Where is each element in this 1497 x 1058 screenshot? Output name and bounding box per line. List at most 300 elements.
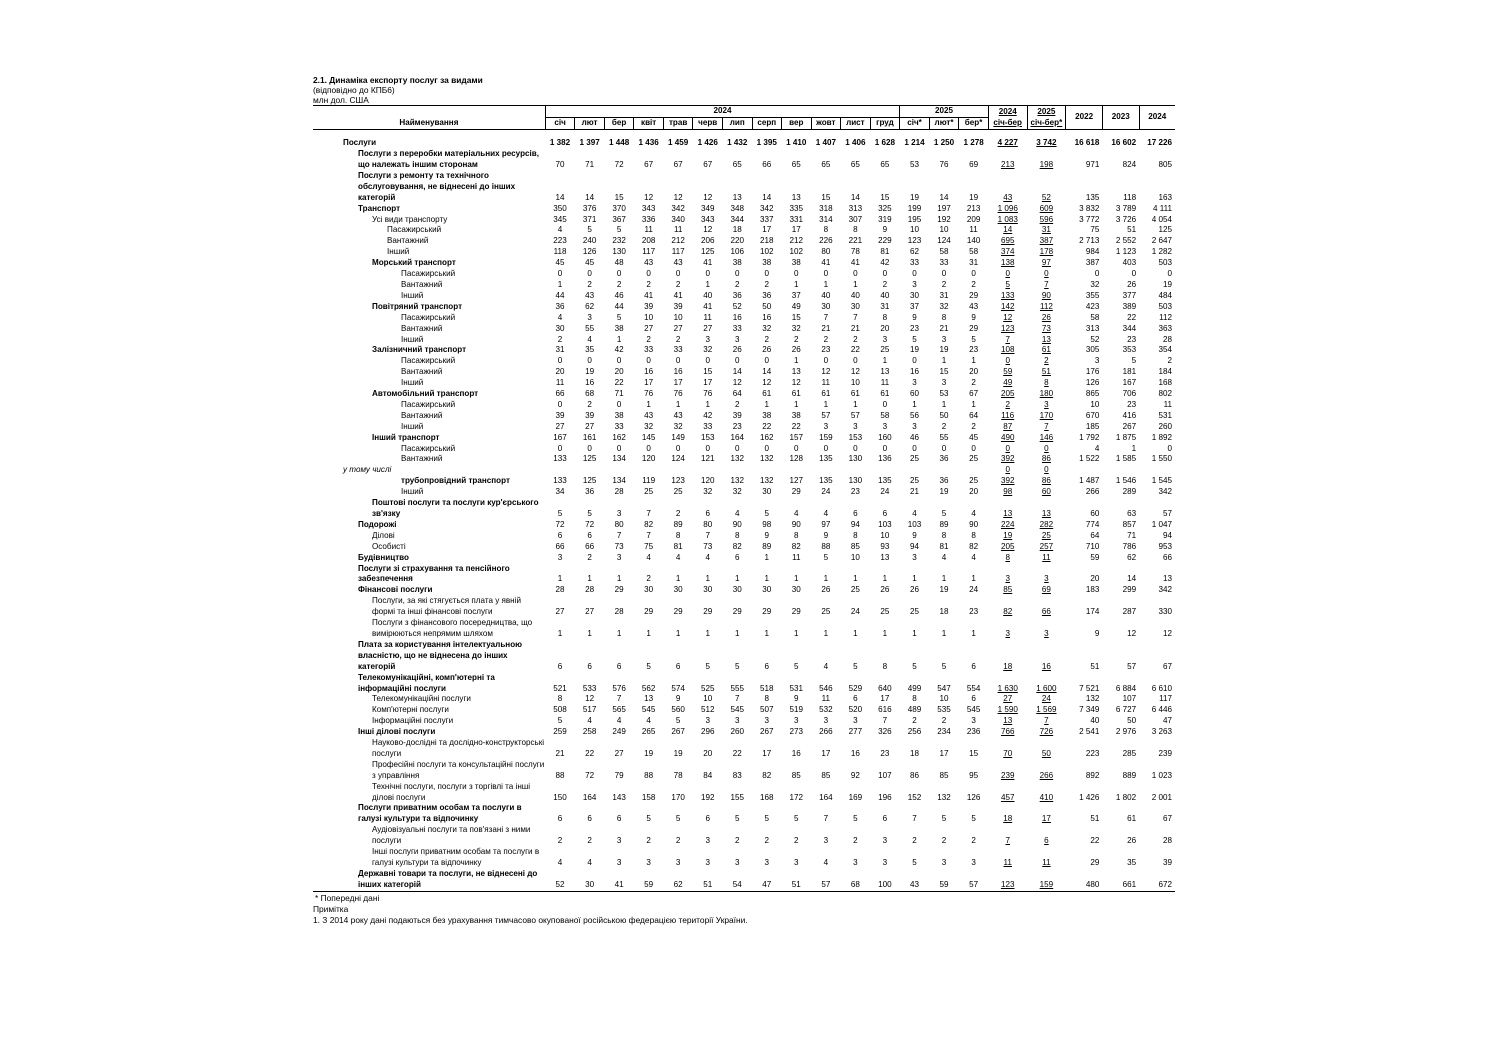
cell-value: 3 — [912, 552, 917, 562]
cell-value: 1 — [646, 399, 651, 409]
cell-value: 132 — [760, 454, 774, 464]
cell-value: 11 — [1163, 399, 1172, 409]
cell-value: 76 — [939, 160, 949, 170]
cell-value: 22 — [850, 345, 860, 355]
cell-value: 22 — [585, 748, 595, 758]
cell-value: 55 — [939, 432, 949, 442]
cell-value: 4 — [646, 552, 651, 562]
cell-value: 89 — [939, 519, 949, 529]
cell-value: 80 — [614, 519, 624, 529]
cell-value: 78 — [673, 770, 683, 780]
cell-value: 73 — [614, 541, 624, 551]
cell-value: 282 — [1039, 519, 1054, 529]
cell-value: 545 — [966, 705, 981, 715]
cell-value — [1139, 465, 1175, 476]
table-row — [313, 585, 1175, 596]
cell-value: 213 — [966, 203, 981, 213]
cell-value — [575, 465, 605, 476]
cell-value: 62 — [585, 301, 595, 311]
cell-value: 118 — [1123, 192, 1137, 202]
cell-value: 533 — [582, 683, 597, 693]
cell-value: 220 — [730, 236, 744, 246]
cell-value: 40 — [850, 290, 860, 300]
row-label: Послуги — [343, 138, 377, 148]
cell-value: 97 — [821, 519, 831, 529]
cell-value: 8 — [557, 694, 563, 704]
month-header-2024-11: груд — [870, 118, 900, 130]
cell-value: 66 — [585, 541, 595, 551]
cell-value: 162 — [760, 432, 774, 442]
cell-value: 1 — [912, 628, 917, 638]
cell-value: 44 — [555, 290, 565, 300]
cell-value: 363 — [1158, 323, 1172, 333]
row-label: Послуги з переробки матеріальних ресурсів, що належать іншим сторонам — [358, 149, 539, 170]
cell-value: 353 — [1122, 345, 1137, 355]
cell-value: 377 — [1122, 290, 1137, 300]
cell-value: 102 — [789, 247, 804, 257]
cell-value: 508 — [553, 705, 567, 715]
cell-value: 0 — [587, 443, 592, 453]
row-label: Телекомунікаційні, комп'ютерні та інформаційні послуги — [358, 672, 495, 693]
cell-value: 5 — [705, 661, 710, 671]
cell-value: 0 — [823, 356, 829, 366]
cell-value: 489 — [907, 705, 922, 715]
cell-value: 0 — [853, 356, 858, 366]
cell-value: 326 — [878, 727, 892, 737]
cell-value: 7 349 — [1079, 705, 1100, 715]
cell-value: 0 — [705, 269, 710, 279]
cell-value: 0 — [971, 269, 976, 279]
cell-value: 370 — [612, 203, 626, 213]
cell-value: 616 — [878, 705, 892, 715]
cell-value: 73 — [703, 541, 713, 551]
cell-value: 30 — [791, 585, 801, 595]
cell-value: 0 — [1094, 269, 1100, 279]
cell-value: 1 802 — [1115, 792, 1137, 802]
cell-value: 112 — [1159, 312, 1172, 322]
table-title: 2.1. Динаміка експорту послуг за видами — [313, 75, 483, 85]
cell-value: 802 — [1158, 389, 1172, 399]
cell-value: 1 — [853, 628, 858, 638]
cell-value: 7 — [646, 509, 651, 519]
cell-value: 205 — [1000, 389, 1015, 399]
cell-value: 3 — [882, 858, 888, 868]
table-row — [313, 564, 1175, 586]
cell-value: 6 — [675, 661, 681, 671]
cell-value: 23 — [969, 345, 979, 355]
cell-value: 169 — [848, 792, 863, 802]
cell-value: 30 — [644, 585, 654, 595]
cell-value: 62 — [1127, 552, 1137, 562]
cell-value: 35 — [585, 345, 595, 355]
cell-value: 423 — [1085, 301, 1100, 311]
cell-value: 4 — [941, 552, 947, 562]
cell-value: 554 — [966, 683, 981, 693]
cell-value: 2 — [764, 334, 770, 344]
cell-value: 26 — [791, 345, 801, 355]
month-header-2024-10: лист — [841, 118, 871, 130]
cell-value: 1 — [882, 356, 888, 366]
cell-value: 7 — [823, 814, 829, 824]
cell-value: 23 — [909, 323, 919, 333]
cell-value: 170 — [1039, 410, 1054, 420]
cell-value: 31 — [969, 258, 979, 268]
cell-value — [722, 465, 752, 476]
cell-value: 23 — [821, 345, 831, 355]
cell-value: 86 — [1041, 454, 1051, 464]
cell-value: 3 — [794, 716, 799, 726]
annual-header-2023: 2023 — [1102, 106, 1139, 130]
cell-value: 33 — [614, 421, 624, 431]
cell-value: 971 — [1085, 160, 1100, 170]
cell-value: 11 — [1042, 552, 1051, 562]
cell-value: 2 — [557, 334, 563, 344]
cell-value: 221 — [848, 236, 863, 246]
table-row — [313, 531, 1175, 542]
cell-value: 9 — [823, 530, 829, 540]
cell-value: 17 — [1041, 814, 1051, 824]
cell-value: 267 — [1122, 421, 1137, 431]
cell-value: 28 — [614, 607, 624, 617]
cell-value: 37 — [909, 301, 919, 311]
cell-value: 90 — [1041, 290, 1051, 300]
cell-value: 4 227 — [997, 138, 1018, 148]
row-label: Повітряний транспорт — [372, 301, 463, 311]
cell-value: 52 — [732, 301, 742, 311]
cell-value: 3 726 — [1115, 214, 1137, 224]
cell-value: 21 — [939, 323, 949, 333]
cell-value: 29 — [1090, 858, 1100, 868]
cell-value: 531 — [1158, 410, 1172, 420]
cell-value: 26 — [732, 345, 742, 355]
cell-value: 27 — [703, 323, 713, 333]
cell-value: 257 — [1039, 541, 1054, 551]
cell-value: 518 — [760, 683, 774, 693]
cell-value: 146 — [1039, 432, 1054, 442]
cell-value: 1 — [823, 628, 829, 638]
cell-value: 9 — [971, 312, 976, 322]
cell-value: 30 — [850, 301, 860, 311]
cell-value: 223 — [553, 236, 567, 246]
row-label: Послуги зі страхування та пенсійного забезпечення — [358, 563, 510, 584]
cell-value: 172 — [789, 792, 804, 802]
cell-value: 23 — [969, 607, 979, 617]
cell-value: 26 — [1041, 312, 1051, 322]
month-header-2024-3: квіт — [634, 118, 664, 130]
cell-value: 661 — [1102, 869, 1139, 891]
cell-value: 296 — [700, 727, 715, 737]
row-label: Пасажирський — [401, 356, 456, 366]
cell-value: 41 — [673, 290, 683, 300]
cell-value: 57 — [1127, 661, 1137, 671]
cell-value: 1 278 — [963, 138, 984, 148]
table-row — [313, 553, 1175, 564]
cell-value: 10 — [1090, 399, 1100, 409]
cell-value — [1102, 465, 1139, 476]
cell-value: 4 — [823, 858, 829, 868]
cell-value: 58 — [880, 410, 890, 420]
cell-value: 7 — [1005, 334, 1010, 344]
cell-value: 517 — [582, 705, 597, 715]
cell-value: 12 — [703, 192, 713, 202]
cell-value: 0 — [587, 269, 592, 279]
cell-value: 57 — [811, 869, 841, 891]
cell-value: 4 — [557, 225, 563, 235]
cell-value: 6 — [616, 814, 622, 824]
cell-value: 2 — [587, 399, 592, 409]
cell-value: 132 — [937, 792, 951, 802]
cell-value: 0 — [1167, 443, 1172, 453]
cell-value: 3 — [1044, 574, 1049, 584]
cell-value: 53 — [939, 389, 949, 399]
cell-value: 0 — [675, 443, 681, 453]
month-header-2024-0: січ — [545, 118, 575, 130]
cell-value: 1 083 — [997, 214, 1018, 224]
cell-value: 125 — [1158, 225, 1172, 235]
cell-value: 484 — [1158, 290, 1172, 300]
cell-value: 5 — [587, 509, 592, 519]
cell-value: 59 — [634, 869, 664, 891]
cell-value: 2 — [675, 334, 681, 344]
row-label: Особисті — [372, 541, 406, 551]
cell-value: 86 — [1041, 476, 1051, 486]
cell-value: 38 — [791, 258, 801, 268]
cell-value: 16 — [732, 312, 742, 322]
cell-value: 1 — [646, 628, 651, 638]
cell-value: 152 — [907, 792, 922, 802]
cell-value: 71 — [614, 389, 624, 399]
cell-value: 47 — [752, 869, 782, 891]
row-label: Інший — [401, 421, 424, 431]
cell-value: 1 — [557, 628, 563, 638]
cell-value: 2 — [941, 716, 947, 726]
cell-value: 4 — [616, 716, 622, 726]
cell-value: 240 — [582, 236, 597, 246]
cell-value: 1 — [705, 628, 710, 638]
cell-value: 4 — [823, 661, 829, 671]
cell-value: 88 — [821, 541, 831, 551]
cell-value: 0 — [705, 356, 710, 366]
row-label: Вантажний — [401, 454, 443, 464]
cell-value: 2 — [675, 509, 681, 519]
cell-value: 0 — [1044, 269, 1049, 279]
cell-value: 313 — [1085, 323, 1100, 333]
cell-value: 36 — [762, 290, 772, 300]
cell-value: 90 — [791, 519, 801, 529]
cell-value: 161 — [582, 432, 597, 442]
cell-value: 51 — [693, 869, 723, 891]
cell-value: 7 — [1005, 836, 1010, 846]
cell-value: 0 — [1131, 269, 1137, 279]
cell-value: 15 — [703, 367, 713, 377]
cell-value: 0 — [616, 269, 622, 279]
table-row — [313, 869, 1175, 891]
cell-value: 345 — [553, 214, 567, 224]
cell-value: 41 — [703, 258, 713, 268]
cell-value: 38 — [762, 410, 772, 420]
cell-value: 4 — [794, 509, 799, 519]
cell-value: 50 — [1127, 716, 1137, 726]
cell-value: 39 — [644, 301, 654, 311]
cell-value: 2 — [557, 836, 563, 846]
cell-value: 1 — [734, 628, 740, 638]
table-row — [313, 454, 1175, 465]
table-row — [313, 236, 1175, 247]
cell-value: 7 — [1044, 279, 1049, 289]
cell-value: 54 — [722, 869, 752, 891]
cell-value: 8 — [823, 225, 829, 235]
cell-value: 32 — [703, 487, 713, 497]
cell-value: 15 — [821, 192, 831, 202]
cell-value: 41 — [703, 301, 713, 311]
cell-value: 69 — [969, 160, 979, 170]
table-row — [313, 367, 1175, 378]
table-row — [313, 411, 1175, 422]
cell-value: 416 — [1122, 410, 1137, 420]
cell-value: 609 — [1039, 203, 1054, 213]
cell-value: 16 — [909, 367, 919, 377]
cell-value: 43 — [585, 290, 595, 300]
cell-value: 23 — [1127, 334, 1137, 344]
cell-value: 3 — [705, 836, 710, 846]
cell-value: 1 432 — [727, 138, 748, 148]
cell-value: 267 — [760, 727, 774, 737]
cell-value: 1 — [941, 356, 947, 366]
cell-value: 7 — [616, 694, 622, 704]
cell-value: 43 — [644, 410, 654, 420]
cell-value: 153 — [848, 432, 863, 442]
cell-value: 212 — [671, 236, 685, 246]
cell-value: 16 — [644, 367, 654, 377]
cell-value: 11 — [1042, 858, 1051, 868]
cell-value: 39 — [732, 410, 742, 420]
cell-value: 1 410 — [786, 138, 807, 148]
cell-value: 1 585 — [1115, 454, 1137, 464]
cell-value: 3 — [764, 716, 770, 726]
table-row — [313, 520, 1175, 531]
cell-value: 3 — [823, 836, 829, 846]
month-header-2024-4: трав — [663, 118, 693, 130]
cell-value: 124 — [671, 454, 685, 464]
cell-value: 1 — [675, 628, 681, 638]
cell-value — [959, 465, 989, 476]
cell-value: 1 590 — [997, 705, 1018, 715]
cell-value: 11 — [880, 378, 890, 388]
cell-value: 124 — [937, 236, 951, 246]
row-label: Інший транспорт — [372, 432, 440, 442]
row-label: Фінансові послуги — [358, 585, 433, 595]
cell-value: 82 — [969, 541, 979, 551]
cell-value: 2 — [675, 836, 681, 846]
cell-value: 2 — [646, 836, 651, 846]
cell-value: 389 — [1122, 301, 1137, 311]
cell-value: 24 — [1041, 694, 1051, 704]
table-row — [313, 760, 1175, 782]
cell-value: 43 — [644, 258, 654, 268]
cell-value: 0 — [912, 269, 917, 279]
cell-value: 1 — [557, 279, 563, 289]
table-row — [313, 335, 1175, 346]
cell-value: 31 — [555, 345, 565, 355]
cell-value: 7 — [1044, 716, 1049, 726]
cell-value: 2 713 — [1079, 236, 1100, 246]
cell-value: 135 — [819, 454, 833, 464]
cell-value: 1 395 — [756, 138, 777, 148]
cell-value — [811, 465, 841, 476]
cell-value: 1 123 — [1115, 247, 1137, 257]
cell-value: 8 — [882, 312, 888, 322]
cell-value: 67 — [1162, 661, 1172, 671]
cell-value: 258 — [582, 727, 597, 737]
cell-value: 12 — [1162, 628, 1172, 638]
cell-value: 0 — [823, 269, 829, 279]
cell-value: 2 — [734, 279, 740, 289]
cell-value: 4 — [587, 334, 592, 344]
row-label: Подорожі — [358, 519, 397, 529]
cell-value: 32 — [791, 323, 801, 333]
note-1: 1. З 2014 року дані подаються без урахування тимчасово окупованої російською федерацією території України. — [313, 914, 748, 925]
cell-value: 70 — [555, 160, 565, 170]
row-label: Поштові послуги та послуги кур'єрського зв'язку — [372, 498, 539, 519]
cell-value: 2 — [1167, 356, 1172, 366]
cell-value: 25 — [969, 454, 979, 464]
cell-value: 520 — [848, 705, 863, 715]
cell-value: 5 — [616, 225, 622, 235]
cell-value: 0 — [557, 356, 563, 366]
cell-value: 33 — [644, 345, 654, 355]
table-row — [313, 313, 1175, 324]
cell-value: 1 — [853, 279, 858, 289]
cell-value: 136 — [878, 454, 892, 464]
cell-value: 5 — [912, 661, 917, 671]
cell-value: 21 — [850, 323, 860, 333]
cell-value: 9 — [764, 530, 770, 540]
cell-value: 8 — [734, 530, 740, 540]
cell-value: 266 — [1085, 487, 1100, 497]
cell-value: 50 — [1041, 748, 1051, 758]
cell-value: 52 — [1041, 192, 1051, 202]
cell-value: 41 — [850, 258, 860, 268]
cell-value: 32 — [703, 345, 713, 355]
cell-value: 499 — [907, 683, 922, 693]
cell-value: 58 — [1090, 312, 1100, 322]
cell-value: 29 — [614, 585, 624, 595]
cell-value: 18 — [1003, 814, 1013, 824]
cell-value: 168 — [760, 792, 774, 802]
cell-value: 32 — [939, 301, 949, 311]
cell-value: 5 — [912, 334, 917, 344]
cell-value: 2 — [853, 334, 858, 344]
cell-value: 106 — [730, 247, 744, 257]
cell-value: 1 546 — [1115, 476, 1137, 486]
cell-value: 159 — [819, 432, 833, 442]
cell-value: 9 — [912, 312, 917, 322]
row-label: Морський транспорт — [372, 258, 456, 268]
cell-value: 94 — [850, 519, 860, 529]
cell-value: 576 — [612, 683, 626, 693]
cell-value: 503 — [1158, 258, 1172, 268]
cell-value: 287 — [1122, 607, 1137, 617]
table-row — [313, 487, 1175, 498]
cell-value: 6 — [557, 661, 563, 671]
cell-value: 226 — [819, 236, 833, 246]
cell-value: 1 — [794, 574, 799, 584]
cell-value: 57 — [959, 869, 989, 891]
cell-value: 1 — [734, 574, 740, 584]
cell-value: 19 — [969, 192, 979, 202]
cell-value: 5 — [853, 661, 858, 671]
cell-value: 15 — [939, 367, 949, 377]
